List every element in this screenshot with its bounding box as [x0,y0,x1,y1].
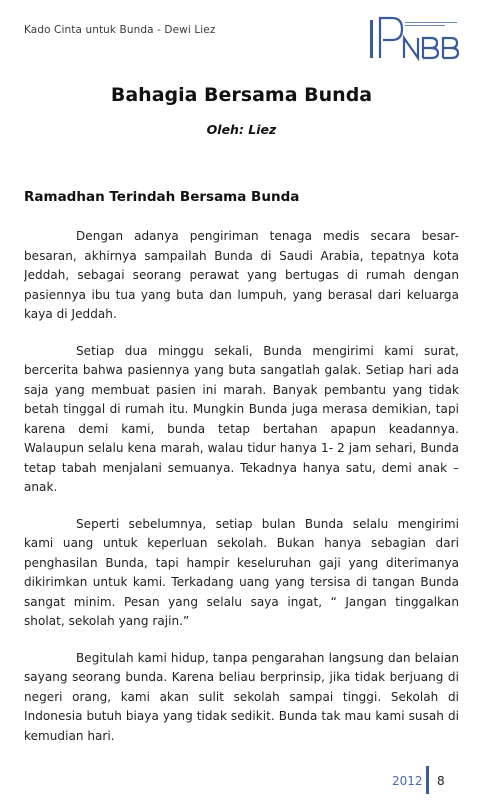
chapter-title: Bahagia Bersama Bunda [110,84,373,106]
footer-divider [426,766,429,794]
publisher-logo [368,12,468,62]
page-header [0,0,483,70]
author-line: Oleh: Liez [206,122,277,137]
body-text [24,227,459,747]
page-number: 8 [437,774,445,788]
paragraph: Setiap dua minggu sekali, Bunda mengirimi kami surat, bercerita bahwa pasiennya yang buta sangatlah galak. Setiap hari ada saja yang membuat pasien ini marah. Banyak pembantu yang tidak betah tinggal di rumah itu. Mungkin Bunda juga merasa demikian, tapi karena demi kami, bunda tetap bertahan apapun keadannya. Walaupun selalu kena marah, walau tidur hanya 1- 2 jam sehari, Bunda tetap tabah menjalani semuanya. Tekadnya hanya satu, demi anak –anak. [24,343,459,494]
running-title: Kado Cinta untuk Bunda - Dewi Liez [24,24,216,36]
paragraph: Seperti sebelumnya, setiap bulan Bunda selalu mengirimi kami uang untuk keperluan sekolah. Bukan hanya sebagian dari penghasilan Bunda, tapi hampir keseluruhan gaji yang diterimanya dikirimkan untuk kami. Terkadang uang yang tersisa di tangan Bunda sangat minim. Pesan yang selalu saya ingat, “ Jangan tinggalkan sholat, sekolah yang rajin.” [24,516,459,628]
paragraph: Dengan adanya pengiriman tenaga medis secara besar-besaran, akhirnya sampailah Bunda di Saudi Arabia, tepatnya kota Jeddah, sebagai seorang perawat yang bertugas di rumah dengan pasiennya ibu tua yang buta dan lumpuh, yang berasal dari keluarga kaya di Jeddah. [24,229,459,321]
footer-year: 2012 [392,774,423,788]
nbb-logo-icon [368,12,468,62]
section-heading: Ramadhan Terindah Bersama Bunda [24,189,300,205]
paragraph: Begitulah kami hidup, tanpa pengarahan langsung dan belaian sayang seorang bunda. Karena beliau berprinsip, jika tidak berjuang di negeri orang, kami akan sulit sekolah sampai tinggi. Sekolah di Indonesia butuh biaya yang tidak sedikit. Bunda tak mau kami susah di kemudian hari. [24,650,459,743]
